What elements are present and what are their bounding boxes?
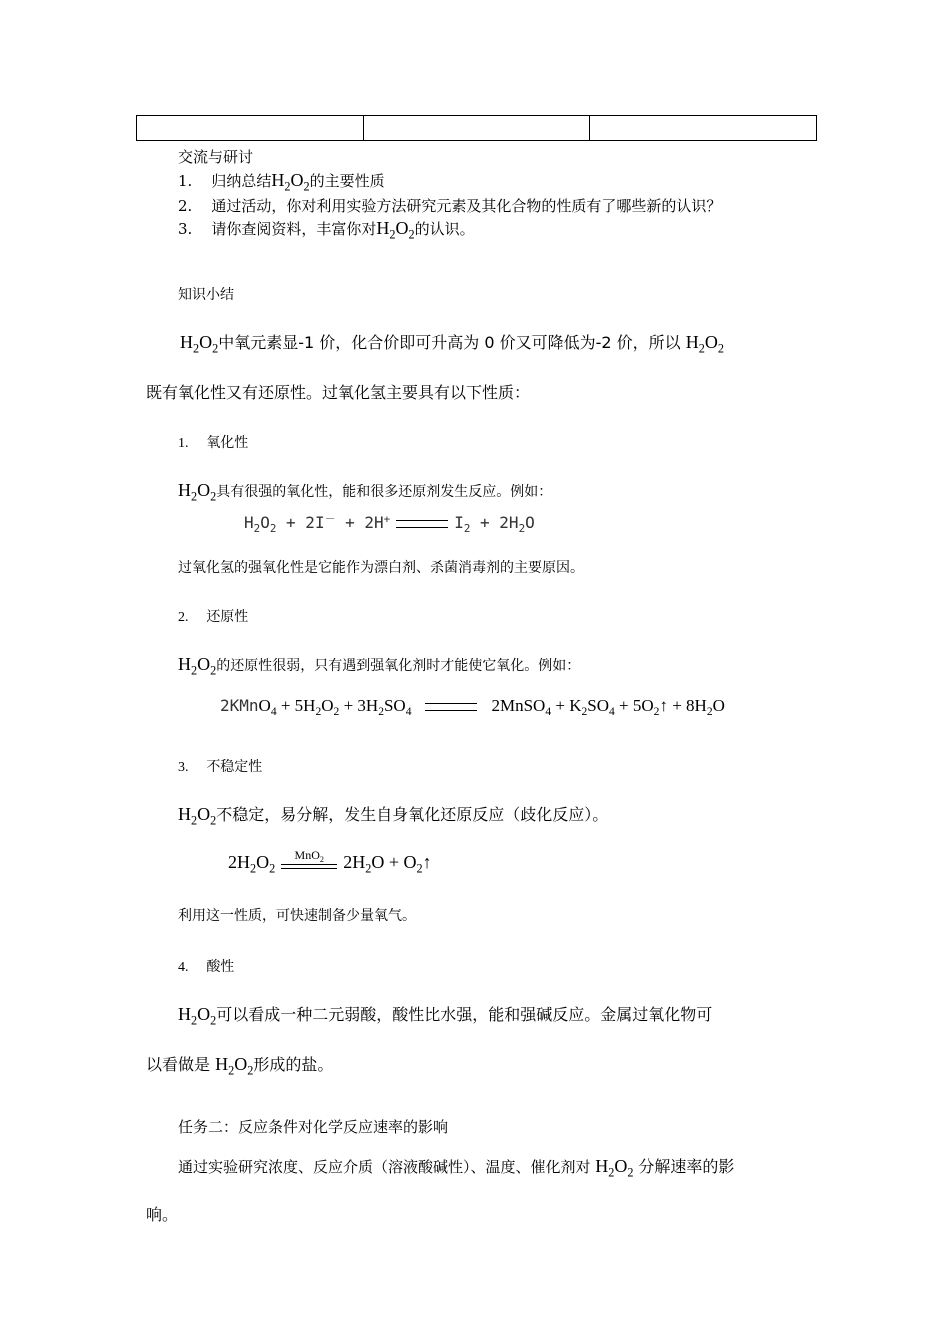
equation-decomposition: $2H_2O_2$ MnO$_2$ $2H_2O$ + $O_2↑$ <box>228 847 432 876</box>
item-text: 通过活动，你对利用实验方法研究元素及其化合物的性质有了哪些新的认识？ <box>211 197 722 215</box>
task2-line2: 响。 <box>146 1205 179 1224</box>
catalyst-arrow <box>281 847 337 874</box>
equation-reduction: 2KMnO$_4$ + $5H_2O_2 + 3H_2SO_4$ 2MnSO$_4$ + $K_2SO_4$ + $5O_2↑ + 8H_2O$ <box>220 696 725 719</box>
task2-line1 <box>178 1154 735 1180</box>
h2o2-formula: $H_2O_2$ <box>271 170 310 194</box>
section-text: 以看做是 <box>146 1055 211 1074</box>
section-acidic-desc-line1 <box>178 1002 713 1028</box>
section-title: 不稳定性 <box>206 759 263 775</box>
section-text: 可以看成一种二元弱酸，酸性比水强，能和强碱反应。金属过氧化物可 <box>216 1005 713 1024</box>
section-number: 2. <box>178 610 189 625</box>
section-oxidizing-title <box>178 432 248 452</box>
section-number: 3. <box>178 760 189 775</box>
discussion-item-3 <box>178 218 475 242</box>
section-unstable-desc <box>178 802 609 828</box>
section-reducing-desc <box>178 654 581 678</box>
section-title: 酸性 <box>206 959 235 975</box>
section-unstable-note: 利用这一性质，可快速制备少量氧气。 <box>178 908 416 924</box>
section-title: 氧化性 <box>206 435 249 451</box>
task2-heading: 任务二：反应条件对化学反应速率的影响 <box>178 1118 449 1136</box>
intro-text: 中氧元素显-1 价，化合价即可升高为 0 价又可降低为-2 价，所以 <box>218 333 681 352</box>
item-text: 归纳总结 <box>211 172 272 190</box>
table-cell <box>137 116 364 140</box>
h2o2-formula: $H_2O_2$ <box>215 1054 254 1078</box>
section-oxidizing-note: 过氧化氢的强氧化性是它能作为漂白剂、杀菌消毒剂的主要原因。 <box>178 560 584 576</box>
section-acidic-title <box>178 956 234 976</box>
section-number: 1. <box>178 436 189 451</box>
section-oxidizing-desc <box>178 480 553 504</box>
h2o2-formula: $H_2O_2$ <box>178 804 217 828</box>
item-text: 的主要性质 <box>309 172 385 190</box>
discussion-item-1 <box>178 170 385 194</box>
h2o2-formula: $H_2O_2$ <box>178 1004 217 1028</box>
summary-intro-line1 <box>180 330 725 356</box>
empty-table <box>136 115 817 141</box>
item-number: 3. <box>178 220 193 238</box>
equals-sign <box>396 520 448 528</box>
section-text: 具有很强的氧化性，能和很多还原剂发生反应。例如： <box>216 484 553 500</box>
h2o2-formula: $H_2O_2$ <box>685 332 725 356</box>
item-text: 的认识。 <box>414 220 475 238</box>
h2o2-formula: $H_2O_2$ <box>180 332 219 356</box>
summary-heading: 知识小结 <box>178 287 234 303</box>
summary-intro-line2: 既有氧化性又有还原性。过氧化氢主要具有以下性质： <box>146 383 531 402</box>
section-text: 不稳定，易分解，发生自身氧化还原反应（歧化反应）。 <box>216 805 609 824</box>
section-acidic-desc-line2 <box>146 1052 334 1078</box>
h2o2-formula: $H_2O_2$ <box>595 1156 634 1180</box>
section-text: 形成的盐。 <box>253 1055 334 1074</box>
equation-oxidation: $H_2O_2 + 2I^- + 2H^+$ $I_2 + 2H_2O$ <box>244 512 535 535</box>
h2o2-formula: $H_2O_2$ <box>376 218 415 242</box>
discussion-item-2 <box>178 195 721 216</box>
table-cell <box>364 116 591 140</box>
section-unstable-title <box>178 756 262 776</box>
h2o2-formula: $H_2O_2$ <box>178 654 217 678</box>
task2-text: 通过实验研究浓度、反应介质（溶液酸碱性）、温度、催化剂对 <box>178 1158 591 1176</box>
h2o2-formula: $H_2O_2$ <box>178 480 217 504</box>
item-text: 请你查阅资料，丰富你对 <box>211 220 377 238</box>
section-number: 4. <box>178 960 189 975</box>
item-number: 2. <box>178 197 193 215</box>
section-text: 的还原性很弱，只有遇到强氧化剂时才能使它氧化。例如： <box>216 658 581 674</box>
equals-sign <box>425 703 477 711</box>
catalyst-label: MnO$_2$ <box>294 847 324 864</box>
discussion-heading: 交流与研讨 <box>178 148 254 166</box>
task2-text: 分解速率的影 <box>638 1157 735 1176</box>
item-number: 1. <box>178 172 193 190</box>
table-cell <box>590 116 816 140</box>
section-reducing-title <box>178 606 248 626</box>
section-title: 还原性 <box>206 609 249 625</box>
